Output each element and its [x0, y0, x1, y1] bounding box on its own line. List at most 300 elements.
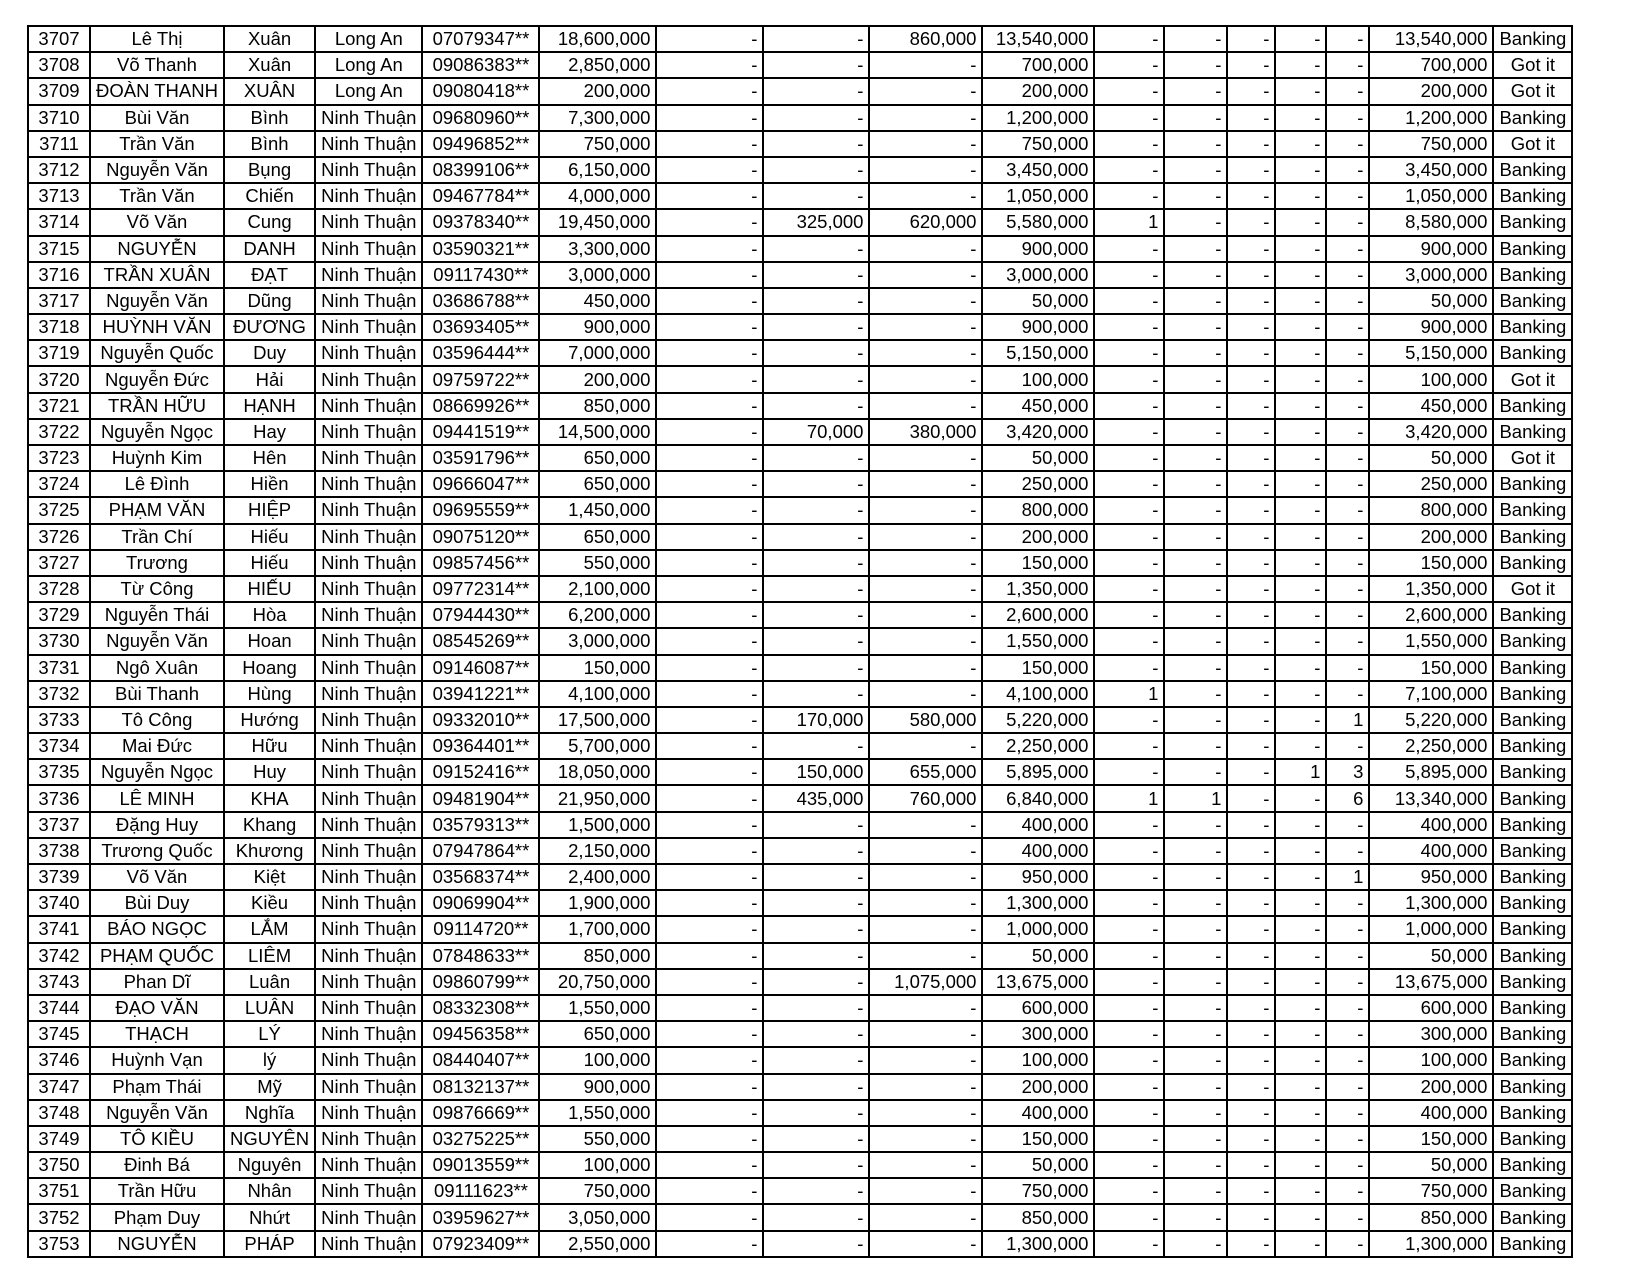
cell-phone-masked: 09666047** [422, 471, 539, 497]
cell-amount-1: 3,000,000 [539, 262, 656, 288]
cell-amount-5: 850,000 [982, 1204, 1094, 1230]
cell-total-amount: 1,200,000 [1369, 105, 1493, 131]
cell-count-2: - [1164, 78, 1227, 104]
cell-last-middle-name: Đặng Huy [90, 812, 224, 838]
cell-row-number: 3738 [28, 838, 90, 864]
cell-count-5: - [1326, 969, 1369, 995]
cell-last-middle-name: Tô Công [90, 707, 224, 733]
cell-payment-method: Banking [1493, 969, 1572, 995]
cell-count-1: - [1094, 1178, 1164, 1204]
cell-last-middle-name: Nguyễn Ngọc [90, 419, 224, 445]
cell-phone-masked: 09117430** [422, 262, 539, 288]
cell-amount-2: - [656, 759, 763, 785]
cell-amount-4: - [869, 1178, 982, 1204]
cell-total-amount: 1,350,000 [1369, 576, 1493, 602]
cell-amount-2: - [656, 1204, 763, 1230]
cell-payment-method: Banking [1493, 602, 1572, 628]
cell-total-amount: 13,675,000 [1369, 969, 1493, 995]
cell-payment-method: Banking [1493, 524, 1572, 550]
table-row [28, 1100, 1572, 1126]
cell-amount-1: 7,000,000 [539, 340, 656, 366]
cell-count-2: - [1164, 890, 1227, 916]
cell-count-3: - [1227, 1021, 1275, 1047]
cell-count-1: - [1094, 1204, 1164, 1230]
cell-amount-4: - [869, 812, 982, 838]
cell-payment-method: Banking [1493, 157, 1572, 183]
cell-payment-method: Banking [1493, 785, 1572, 811]
cell-count-4: - [1275, 628, 1326, 654]
cell-phone-masked: 07079347** [422, 26, 539, 52]
cell-phone-masked: 09075120** [422, 524, 539, 550]
cell-count-1: - [1094, 995, 1164, 1021]
cell-row-number: 3736 [28, 785, 90, 811]
cell-row-number: 3739 [28, 864, 90, 890]
cell-amount-3: - [763, 497, 869, 523]
cell-count-4: - [1275, 52, 1326, 78]
table-row [28, 131, 1572, 157]
cell-amount-4: - [869, 314, 982, 340]
cell-row-number: 3725 [28, 497, 90, 523]
cell-count-3: - [1227, 26, 1275, 52]
cell-count-3: - [1227, 943, 1275, 969]
cell-row-number: 3749 [28, 1126, 90, 1152]
table-row [28, 497, 1572, 523]
cell-amount-5: 50,000 [982, 1152, 1094, 1178]
cell-count-1: - [1094, 576, 1164, 602]
payout-table [27, 25, 1573, 1258]
cell-count-1: - [1094, 445, 1164, 471]
cell-count-3: - [1227, 969, 1275, 995]
table-row [28, 393, 1572, 419]
cell-amount-2: - [656, 288, 763, 314]
cell-last-middle-name: Võ Văn [90, 209, 224, 235]
cell-phone-masked: 08332308** [422, 995, 539, 1021]
cell-amount-4: 620,000 [869, 209, 982, 235]
cell-first-name: Hoan [224, 628, 315, 654]
cell-row-number: 3719 [28, 340, 90, 366]
cell-count-3: - [1227, 785, 1275, 811]
cell-amount-1: 2,100,000 [539, 576, 656, 602]
cell-province: Ninh Thuận [315, 969, 422, 995]
cell-count-1: - [1094, 340, 1164, 366]
cell-amount-2: - [656, 890, 763, 916]
cell-province: Ninh Thuận [315, 812, 422, 838]
cell-payment-method: Got it [1493, 131, 1572, 157]
cell-count-3: - [1227, 262, 1275, 288]
cell-count-3: - [1227, 105, 1275, 131]
cell-phone-masked: 08545269** [422, 628, 539, 654]
cell-count-3: - [1227, 1126, 1275, 1152]
cell-first-name: HIỆP [224, 497, 315, 523]
cell-count-4: - [1275, 681, 1326, 707]
cell-phone-masked: 09496852** [422, 131, 539, 157]
cell-count-3: - [1227, 838, 1275, 864]
cell-count-2: - [1164, 733, 1227, 759]
cell-province: Ninh Thuận [315, 236, 422, 262]
cell-amount-1: 100,000 [539, 1152, 656, 1178]
cell-payment-method: Banking [1493, 681, 1572, 707]
cell-last-middle-name: Trần Văn [90, 183, 224, 209]
cell-amount-5: 450,000 [982, 393, 1094, 419]
cell-amount-2: - [656, 78, 763, 104]
cell-row-number: 3742 [28, 943, 90, 969]
cell-total-amount: 750,000 [1369, 1178, 1493, 1204]
cell-count-4: - [1275, 1047, 1326, 1073]
cell-count-4: - [1275, 733, 1326, 759]
cell-amount-1: 100,000 [539, 1047, 656, 1073]
cell-amount-4: - [869, 52, 982, 78]
cell-count-2: - [1164, 1152, 1227, 1178]
cell-count-4: - [1275, 340, 1326, 366]
cell-first-name: Bình [224, 131, 315, 157]
cell-last-middle-name: NGUYỄN [90, 1231, 224, 1257]
cell-last-middle-name: ĐẠO VĂN [90, 995, 224, 1021]
cell-count-3: - [1227, 890, 1275, 916]
cell-amount-2: - [656, 1178, 763, 1204]
cell-count-2: - [1164, 655, 1227, 681]
cell-count-5: - [1326, 576, 1369, 602]
cell-amount-3: - [763, 655, 869, 681]
cell-amount-4: - [869, 105, 982, 131]
cell-row-number: 3732 [28, 681, 90, 707]
cell-province: Ninh Thuận [315, 1074, 422, 1100]
cell-payment-method: Banking [1493, 1126, 1572, 1152]
cell-last-middle-name: Nguyễn Văn [90, 157, 224, 183]
cell-amount-1: 450,000 [539, 288, 656, 314]
cell-count-3: - [1227, 393, 1275, 419]
cell-count-2: - [1164, 1074, 1227, 1100]
cell-amount-4: - [869, 838, 982, 864]
cell-count-1: - [1094, 52, 1164, 78]
cell-count-5: - [1326, 183, 1369, 209]
cell-amount-5: 5,220,000 [982, 707, 1094, 733]
cell-amount-2: - [656, 812, 763, 838]
cell-amount-5: 100,000 [982, 1047, 1094, 1073]
cell-province: Ninh Thuận [315, 471, 422, 497]
cell-count-5: - [1326, 628, 1369, 654]
table-row [28, 262, 1572, 288]
cell-row-number: 3710 [28, 105, 90, 131]
cell-row-number: 3746 [28, 1047, 90, 1073]
cell-amount-3: - [763, 340, 869, 366]
cell-count-1: - [1094, 1021, 1164, 1047]
cell-count-4: - [1275, 995, 1326, 1021]
cell-amount-3: - [763, 52, 869, 78]
cell-amount-2: - [656, 497, 763, 523]
cell-amount-2: - [656, 995, 763, 1021]
cell-row-number: 3753 [28, 1231, 90, 1257]
table-row [28, 288, 1572, 314]
cell-province: Long An [315, 78, 422, 104]
cell-amount-5: 1,350,000 [982, 576, 1094, 602]
cell-payment-method: Got it [1493, 366, 1572, 392]
cell-last-middle-name: Nguyễn Văn [90, 628, 224, 654]
table-row [28, 969, 1572, 995]
cell-count-5: - [1326, 1231, 1369, 1257]
cell-phone-masked: 09332010** [422, 707, 539, 733]
cell-amount-1: 1,550,000 [539, 1100, 656, 1126]
cell-amount-5: 3,450,000 [982, 157, 1094, 183]
cell-count-1: - [1094, 393, 1164, 419]
cell-count-4: - [1275, 1178, 1326, 1204]
cell-amount-5: 50,000 [982, 288, 1094, 314]
cell-amount-4: - [869, 628, 982, 654]
cell-last-middle-name: THẠCH [90, 1021, 224, 1047]
cell-count-1: - [1094, 26, 1164, 52]
cell-amount-1: 3,050,000 [539, 1204, 656, 1230]
cell-count-4: - [1275, 864, 1326, 890]
cell-province: Ninh Thuận [315, 655, 422, 681]
cell-last-middle-name: Nguyễn Văn [90, 288, 224, 314]
cell-count-1: - [1094, 655, 1164, 681]
cell-phone-masked: 09759722** [422, 366, 539, 392]
cell-province: Ninh Thuận [315, 131, 422, 157]
cell-amount-1: 850,000 [539, 943, 656, 969]
cell-province: Ninh Thuận [315, 1204, 422, 1230]
cell-count-2: - [1164, 916, 1227, 942]
cell-total-amount: 3,000,000 [1369, 262, 1493, 288]
cell-row-number: 3707 [28, 26, 90, 52]
cell-count-5: - [1326, 445, 1369, 471]
cell-amount-2: - [656, 655, 763, 681]
table-row [28, 314, 1572, 340]
cell-count-5: - [1326, 681, 1369, 707]
cell-total-amount: 850,000 [1369, 1204, 1493, 1230]
cell-count-2: - [1164, 1178, 1227, 1204]
cell-payment-method: Banking [1493, 1047, 1572, 1073]
cell-province: Ninh Thuận [315, 262, 422, 288]
cell-phone-masked: 09080418** [422, 78, 539, 104]
cell-count-1: - [1094, 1152, 1164, 1178]
cell-count-5: - [1326, 916, 1369, 942]
cell-amount-1: 1,450,000 [539, 497, 656, 523]
cell-count-2: - [1164, 419, 1227, 445]
cell-count-1: - [1094, 602, 1164, 628]
cell-phone-masked: 03596444** [422, 340, 539, 366]
cell-amount-3: - [763, 1178, 869, 1204]
cell-total-amount: 50,000 [1369, 445, 1493, 471]
cell-amount-3: 70,000 [763, 419, 869, 445]
table-row [28, 209, 1572, 235]
cell-last-middle-name: Võ Văn [90, 864, 224, 890]
cell-amount-1: 1,900,000 [539, 890, 656, 916]
cell-amount-2: - [656, 314, 763, 340]
cell-payment-method: Banking [1493, 995, 1572, 1021]
cell-amount-3: - [763, 576, 869, 602]
cell-amount-4: - [869, 890, 982, 916]
cell-province: Ninh Thuận [315, 524, 422, 550]
cell-amount-5: 600,000 [982, 995, 1094, 1021]
cell-last-middle-name: Trương [90, 550, 224, 576]
cell-province: Ninh Thuận [315, 733, 422, 759]
cell-amount-4: - [869, 733, 982, 759]
cell-province: Ninh Thuận [315, 602, 422, 628]
table-row [28, 366, 1572, 392]
cell-amount-5: 3,420,000 [982, 419, 1094, 445]
cell-amount-3: - [763, 524, 869, 550]
cell-province: Ninh Thuận [315, 1152, 422, 1178]
cell-amount-5: 1,000,000 [982, 916, 1094, 942]
cell-count-3: - [1227, 1152, 1275, 1178]
cell-first-name: ĐẠT [224, 262, 315, 288]
cell-count-1: 1 [1094, 209, 1164, 235]
cell-amount-1: 14,500,000 [539, 419, 656, 445]
cell-last-middle-name: Trương Quốc [90, 838, 224, 864]
table-row [28, 1152, 1572, 1178]
cell-count-1: - [1094, 78, 1164, 104]
cell-amount-3: - [763, 78, 869, 104]
cell-count-4: - [1275, 157, 1326, 183]
cell-payment-method: Banking [1493, 812, 1572, 838]
cell-total-amount: 3,420,000 [1369, 419, 1493, 445]
cell-first-name: lý [224, 1047, 315, 1073]
cell-phone-masked: 09456358** [422, 1021, 539, 1047]
cell-amount-3: - [763, 288, 869, 314]
cell-amount-5: 1,200,000 [982, 105, 1094, 131]
cell-total-amount: 900,000 [1369, 314, 1493, 340]
cell-count-1: - [1094, 131, 1164, 157]
cell-row-number: 3721 [28, 393, 90, 419]
cell-last-middle-name: Mai Đức [90, 733, 224, 759]
cell-amount-5: 6,840,000 [982, 785, 1094, 811]
cell-payment-method: Banking [1493, 1152, 1572, 1178]
table-row [28, 1178, 1572, 1204]
cell-amount-4: 380,000 [869, 419, 982, 445]
cell-count-3: - [1227, 183, 1275, 209]
cell-count-3: - [1227, 995, 1275, 1021]
cell-amount-3: - [763, 838, 869, 864]
cell-amount-5: 750,000 [982, 1178, 1094, 1204]
cell-count-2: - [1164, 209, 1227, 235]
cell-row-number: 3712 [28, 157, 90, 183]
table-row [28, 707, 1572, 733]
cell-count-1: - [1094, 497, 1164, 523]
table-row [28, 943, 1572, 969]
cell-amount-1: 17,500,000 [539, 707, 656, 733]
cell-province: Ninh Thuận [315, 497, 422, 523]
cell-row-number: 3709 [28, 78, 90, 104]
cell-total-amount: 150,000 [1369, 1126, 1493, 1152]
cell-amount-5: 1,050,000 [982, 183, 1094, 209]
cell-payment-method: Banking [1493, 393, 1572, 419]
cell-last-middle-name: Bùi Văn [90, 105, 224, 131]
cell-amount-2: - [656, 105, 763, 131]
cell-total-amount: 1,300,000 [1369, 1231, 1493, 1257]
cell-amount-5: 950,000 [982, 864, 1094, 890]
cell-count-2: - [1164, 969, 1227, 995]
cell-count-4: - [1275, 419, 1326, 445]
cell-phone-masked: 03959627** [422, 1204, 539, 1230]
cell-amount-3: - [763, 1047, 869, 1073]
cell-count-4: - [1275, 262, 1326, 288]
cell-amount-3: 435,000 [763, 785, 869, 811]
cell-amount-5: 150,000 [982, 550, 1094, 576]
cell-amount-5: 200,000 [982, 1074, 1094, 1100]
cell-count-2: - [1164, 524, 1227, 550]
cell-amount-2: - [656, 524, 763, 550]
cell-total-amount: 1,300,000 [1369, 890, 1493, 916]
cell-count-1: - [1094, 943, 1164, 969]
cell-row-number: 3733 [28, 707, 90, 733]
cell-province: Ninh Thuận [315, 1021, 422, 1047]
cell-count-2: - [1164, 105, 1227, 131]
cell-count-4: - [1275, 288, 1326, 314]
cell-phone-masked: 09114720** [422, 916, 539, 942]
cell-first-name: Hòa [224, 602, 315, 628]
cell-total-amount: 2,600,000 [1369, 602, 1493, 628]
cell-count-1: - [1094, 314, 1164, 340]
cell-last-middle-name: TRẦN XUÂN [90, 262, 224, 288]
cell-row-number: 3724 [28, 471, 90, 497]
cell-first-name: Luân [224, 969, 315, 995]
cell-count-5: - [1326, 1100, 1369, 1126]
cell-last-middle-name: Huỳnh Kim [90, 445, 224, 471]
cell-amount-1: 750,000 [539, 131, 656, 157]
cell-phone-masked: 09364401** [422, 733, 539, 759]
cell-count-2: - [1164, 602, 1227, 628]
cell-first-name: HẠNH [224, 393, 315, 419]
cell-first-name: Nhân [224, 1178, 315, 1204]
cell-first-name: Hoang [224, 655, 315, 681]
cell-first-name: Bụng [224, 157, 315, 183]
cell-amount-4: 655,000 [869, 759, 982, 785]
cell-count-2: - [1164, 995, 1227, 1021]
cell-amount-5: 3,000,000 [982, 262, 1094, 288]
cell-phone-masked: 07944430** [422, 602, 539, 628]
cell-count-2: - [1164, 236, 1227, 262]
cell-count-5: - [1326, 838, 1369, 864]
cell-first-name: PHÁP [224, 1231, 315, 1257]
cell-total-amount: 1,550,000 [1369, 628, 1493, 654]
table-row [28, 838, 1572, 864]
cell-count-4: - [1275, 471, 1326, 497]
cell-amount-2: - [656, 157, 763, 183]
table-row [28, 550, 1572, 576]
cell-amount-5: 50,000 [982, 445, 1094, 471]
cell-amount-4: - [869, 864, 982, 890]
cell-payment-method: Banking [1493, 838, 1572, 864]
cell-amount-3: 170,000 [763, 707, 869, 733]
cell-amount-3: - [763, 916, 869, 942]
cell-count-3: - [1227, 1204, 1275, 1230]
cell-last-middle-name: ĐOÀN THANH [90, 78, 224, 104]
cell-count-1: - [1094, 1074, 1164, 1100]
cell-count-5: - [1326, 1152, 1369, 1178]
cell-phone-masked: 09680960** [422, 105, 539, 131]
cell-amount-3: - [763, 26, 869, 52]
cell-phone-masked: 07947864** [422, 838, 539, 864]
cell-province: Long An [315, 26, 422, 52]
cell-count-5: - [1326, 995, 1369, 1021]
cell-first-name: XUÂN [224, 78, 315, 104]
cell-province: Long An [315, 52, 422, 78]
cell-payment-method: Banking [1493, 1074, 1572, 1100]
cell-amount-1: 1,550,000 [539, 995, 656, 1021]
cell-count-1: - [1094, 890, 1164, 916]
cell-first-name: Dũng [224, 288, 315, 314]
cell-phone-masked: 09695559** [422, 497, 539, 523]
cell-payment-method: Banking [1493, 759, 1572, 785]
cell-row-number: 3752 [28, 1204, 90, 1230]
cell-count-4: - [1275, 1100, 1326, 1126]
cell-payment-method: Banking [1493, 26, 1572, 52]
cell-row-number: 3748 [28, 1100, 90, 1126]
cell-count-5: - [1326, 262, 1369, 288]
cell-province: Ninh Thuận [315, 681, 422, 707]
cell-amount-5: 150,000 [982, 655, 1094, 681]
cell-phone-masked: 03579313** [422, 812, 539, 838]
cell-payment-method: Banking [1493, 890, 1572, 916]
